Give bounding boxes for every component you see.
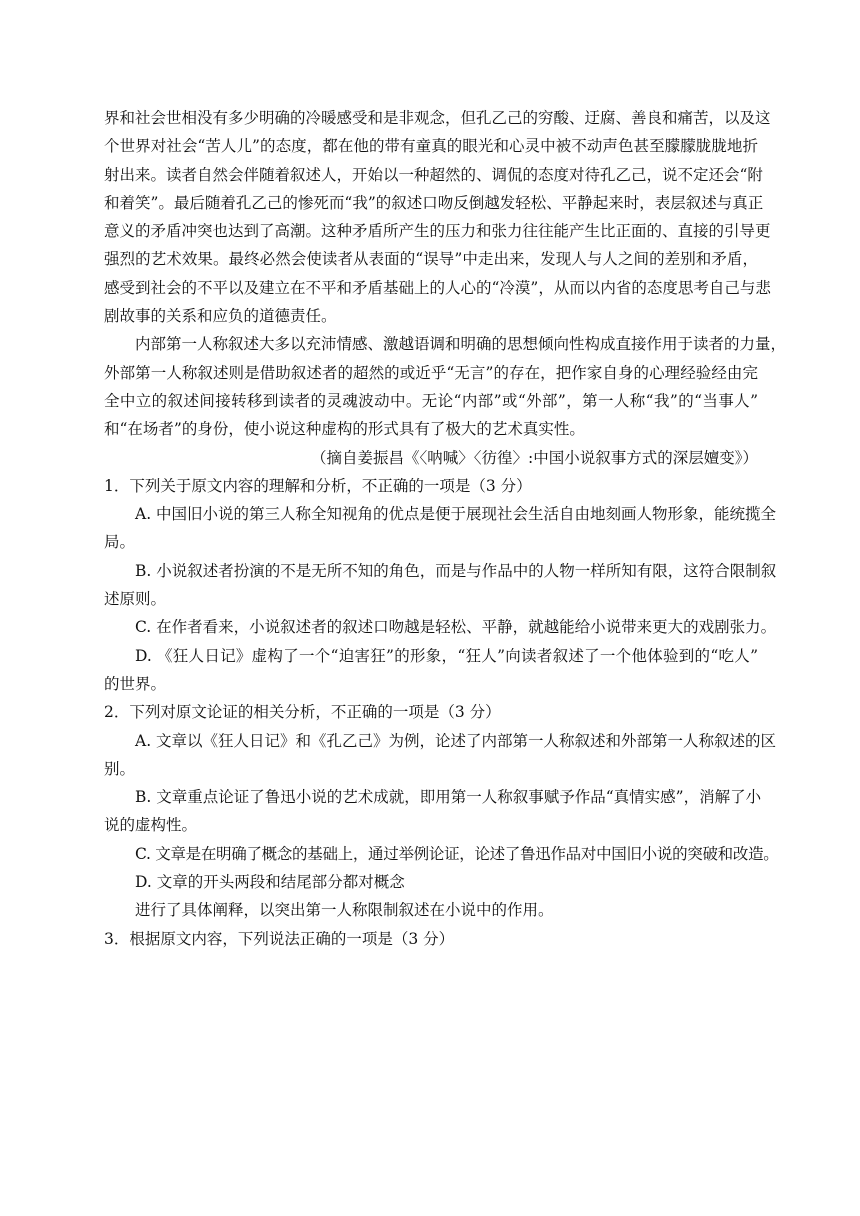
document-page	[104, 104, 787, 953]
paragraph-line: 外部第一人称叙述则是借助叙述者的超然的或近乎“无言”的存在，把作家自身的心理经验经由完	[104, 363, 758, 382]
option-c: C. 文章是在明确了概念的基础上，通过举例论证，论述了鲁迅作品对中国旧小说的突破和改造。	[135, 844, 779, 863]
question-stem: 2．下列对原文论证的相关分析，不正确的一项是（3 分）	[104, 703, 501, 722]
question-1	[104, 472, 777, 698]
question-stem: 1．下列关于原文内容的理解和分析，不正确的一项是（3 分）	[104, 476, 532, 495]
question-stem: 3．根据原文内容，下列说法正确的一项是（3 分）	[104, 929, 455, 948]
paragraph-line: 感受到社会的不平以及建立在不平和矛盾基础上的人心的“冷漠”，从而以内省的态度思考自己与悲	[104, 278, 771, 297]
paragraph-line: 强烈的艺术效果。最终必然会使读者从表面的“误导”中走出来，发现人与人之间的差别和矛盾，	[104, 250, 758, 269]
source-citation: （摘自姜振昌《〈呐喊〉〈彷徨〉:中国小说叙事方式的深层嬗变》）	[311, 448, 758, 467]
option-b-continued: 述原则。	[104, 590, 167, 609]
question-2	[104, 698, 779, 924]
paragraph-line: 射出来。读者自然会伴随着叙述人，开始以一种超然的、调侃的态度对待孔乙己，说不定还会“附	[104, 165, 763, 184]
paragraph-line: 意义的矛盾冲突也达到了高潮。这种矛盾所产生的压力和张力往往能产生比正面的、直接的引导更	[104, 222, 771, 241]
paragraph-line: 剧故事的关系和应负的道德责任。	[104, 307, 337, 326]
option-d: D. 文章的开头两段和结尾部分都对概念	[135, 873, 405, 892]
option-b-continued: 说的虚构性。	[104, 816, 198, 835]
option-a: A. 文章以《狂人日记》和《孔乙己》为例，论述了内部第一人称叙述和外部第一人称叙述的区	[135, 731, 777, 750]
option-a-continued: 局。	[104, 533, 136, 552]
option-d: D. 《狂人日记》虚构了一个“迫害狂”的形象，“狂人”向读者叙述了一个他体验到的“吃人”	[135, 646, 758, 665]
paragraph-line: 和“在场者”的身份，使小说这种虚构的形式具有了极大的艺术真实性。	[104, 420, 585, 439]
paragraph-line: 和着笑”。最后随着孔乙己的惨死而“我”的叙述口吻反倒越发轻松、平静起来时，表层叙述与真正	[104, 193, 764, 212]
paragraph-line: 界和社会世相没有多少明确的冷暖感受和是非观念，但孔乙己的穷酸、迂腐、善良和痛苦，以及这	[104, 109, 771, 127]
question-3	[104, 925, 758, 953]
paragraph-1	[104, 104, 771, 330]
paragraph-line: 全中立的叙述间接转移到读者的灵魂波动中。无论“内部”或“外部”，第一人称“我”的“当事人”	[104, 391, 758, 410]
option-d-continued: 的世界。	[104, 674, 167, 693]
option-b: B. 文章重点论证了鲁迅小说的艺术成就，即用第一人称叙事赋予作品“真情实感”，消解了小	[135, 788, 762, 807]
option-a-continued: 别。	[104, 759, 136, 778]
paragraph-line: 个世界对社会“苦人儿”的态度，都在他的带有童真的眼光和心灵中被不动声色甚至朦朦胧胧地折	[104, 137, 758, 156]
paragraph-2	[104, 330, 787, 443]
option-c: C. 在作者看来，小说叙述者的叙述口吻越是轻松、平静，就越能给小说带来更大的戏剧张力。	[135, 618, 777, 637]
option-d-continued: 进行了具体阐释，以突出第一人称限制叙述在小说中的作用。	[135, 901, 554, 920]
option-b: B. 小说叙述者扮演的不是无所不知的角色，而是与作品中的人物一样所知有限，这符合限制叙	[135, 561, 777, 580]
option-a: A. 中国旧小说的第三人称全知视角的优点是便于展现社会生活自由地刻画人物形象，能统揽全	[135, 505, 777, 524]
paragraph-line: 内部第一人称叙述大多以充沛情感、激越语调和明确的思想倾向性构成直接作用于读者的力量，	[135, 335, 787, 354]
